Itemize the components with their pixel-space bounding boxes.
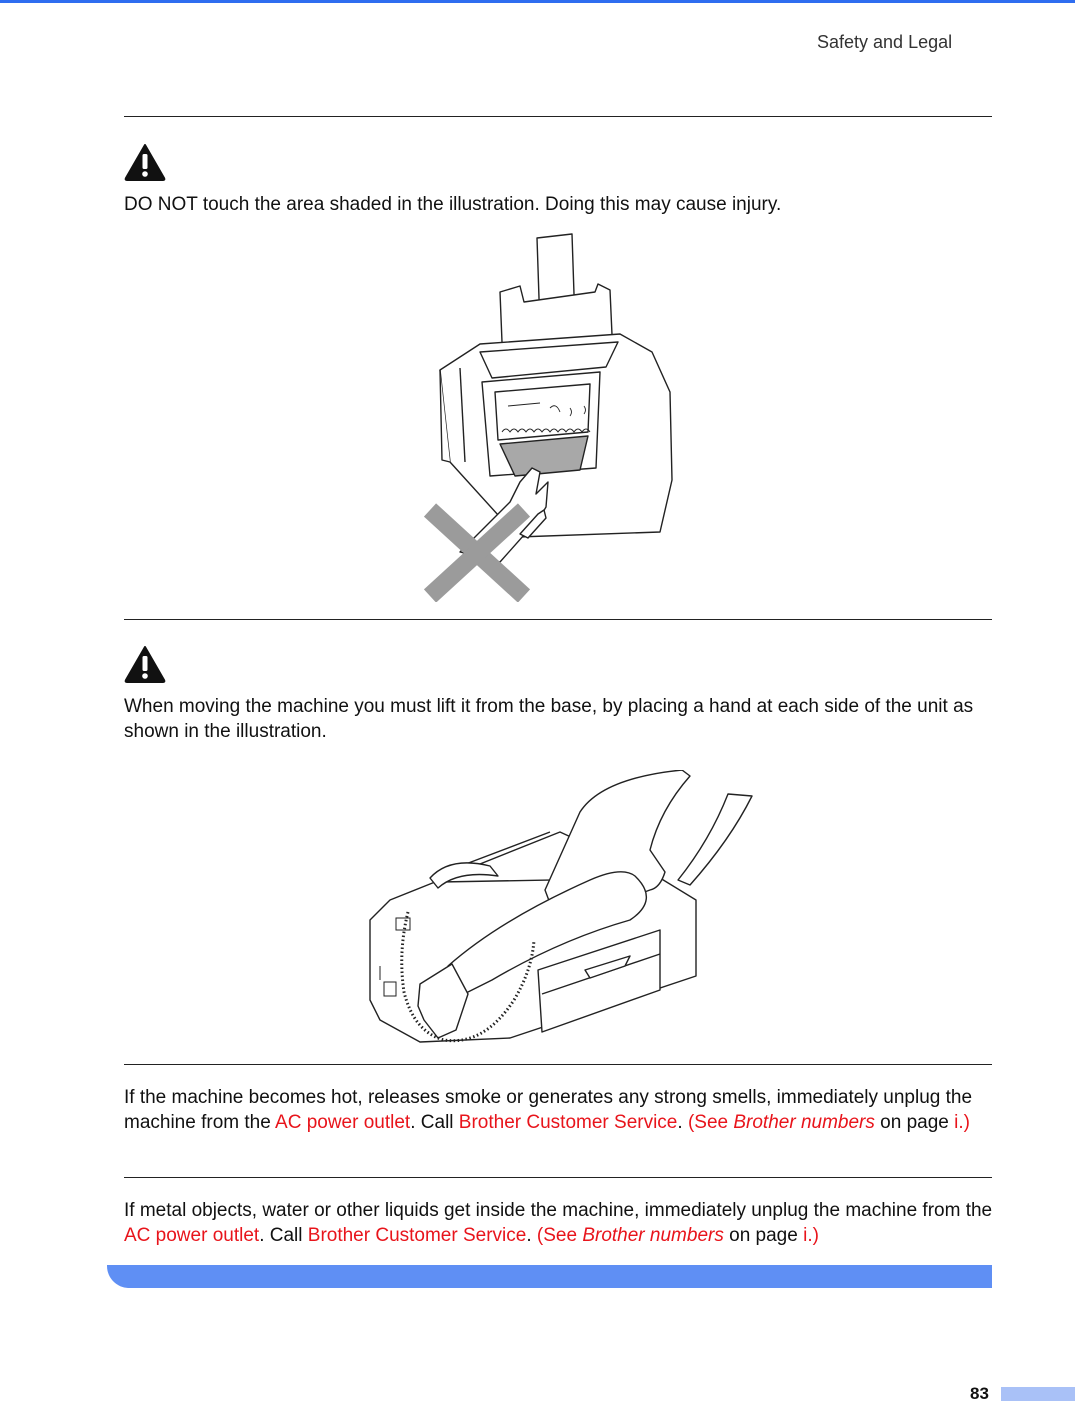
see-reference-close[interactable]: .) [958, 1112, 970, 1133]
section-end-band [107, 1265, 992, 1288]
divider [124, 1064, 992, 1065]
note-text: . [677, 1112, 688, 1133]
page-number-bar [1001, 1387, 1075, 1401]
page-reference-link[interactable]: i [954, 1112, 959, 1133]
warning-triangle-icon [124, 143, 166, 181]
note-text: . Call [410, 1112, 459, 1133]
divider [124, 619, 992, 620]
see-reference-open[interactable]: (See [687, 1112, 734, 1133]
page-number: 83 [970, 1384, 989, 1403]
note-text: on page [723, 1225, 804, 1246]
ac-power-outlet-link[interactable]: AC power outlet [275, 1112, 411, 1133]
section-header: Safety and Legal [817, 32, 953, 52]
brother-customer-service-link[interactable]: Brother Customer Service [458, 1112, 678, 1133]
see-reference-close[interactable]: .) [807, 1225, 819, 1246]
see-reference-open[interactable]: (See [536, 1225, 583, 1246]
note-text: If metal objects, water or other liquids get inside the machine, immediately unplug the machine from the [124, 1200, 993, 1221]
brother-numbers-link[interactable]: Brother numbers [733, 1112, 875, 1133]
warning-text-2: When moving the machine you must lift it from the base, by placing a hand at each side of the unit as shown in the illustration. [124, 696, 974, 742]
divider [124, 116, 992, 117]
caution-note-1 [124, 1085, 994, 1135]
divider [124, 1177, 992, 1178]
ac-power-outlet-link[interactable]: AC power outlet [124, 1225, 260, 1246]
warning-triangle-icon [124, 645, 166, 683]
caution-note-2 [124, 1198, 994, 1248]
warning-text-1: DO NOT touch the area shaded in the illustration. Doing this may cause injury. [124, 194, 782, 215]
page-reference-link[interactable]: i [803, 1225, 808, 1246]
prohibited-x-icon [430, 510, 524, 596]
illustration-do-not-touch [420, 232, 690, 602]
brother-customer-service-link[interactable]: Brother Customer Service [307, 1225, 527, 1246]
note-text: If the machine becomes hot, releases smoke or generates any strong smells, immediately unplug the machine from the [124, 1087, 973, 1133]
note-text: . Call [259, 1225, 308, 1246]
note-text: on page [874, 1112, 955, 1133]
illustration-lifting-machine [360, 770, 780, 1050]
top-accent-bar [0, 0, 1075, 3]
brother-numbers-link[interactable]: Brother numbers [582, 1225, 724, 1246]
note-text: . [526, 1225, 537, 1246]
